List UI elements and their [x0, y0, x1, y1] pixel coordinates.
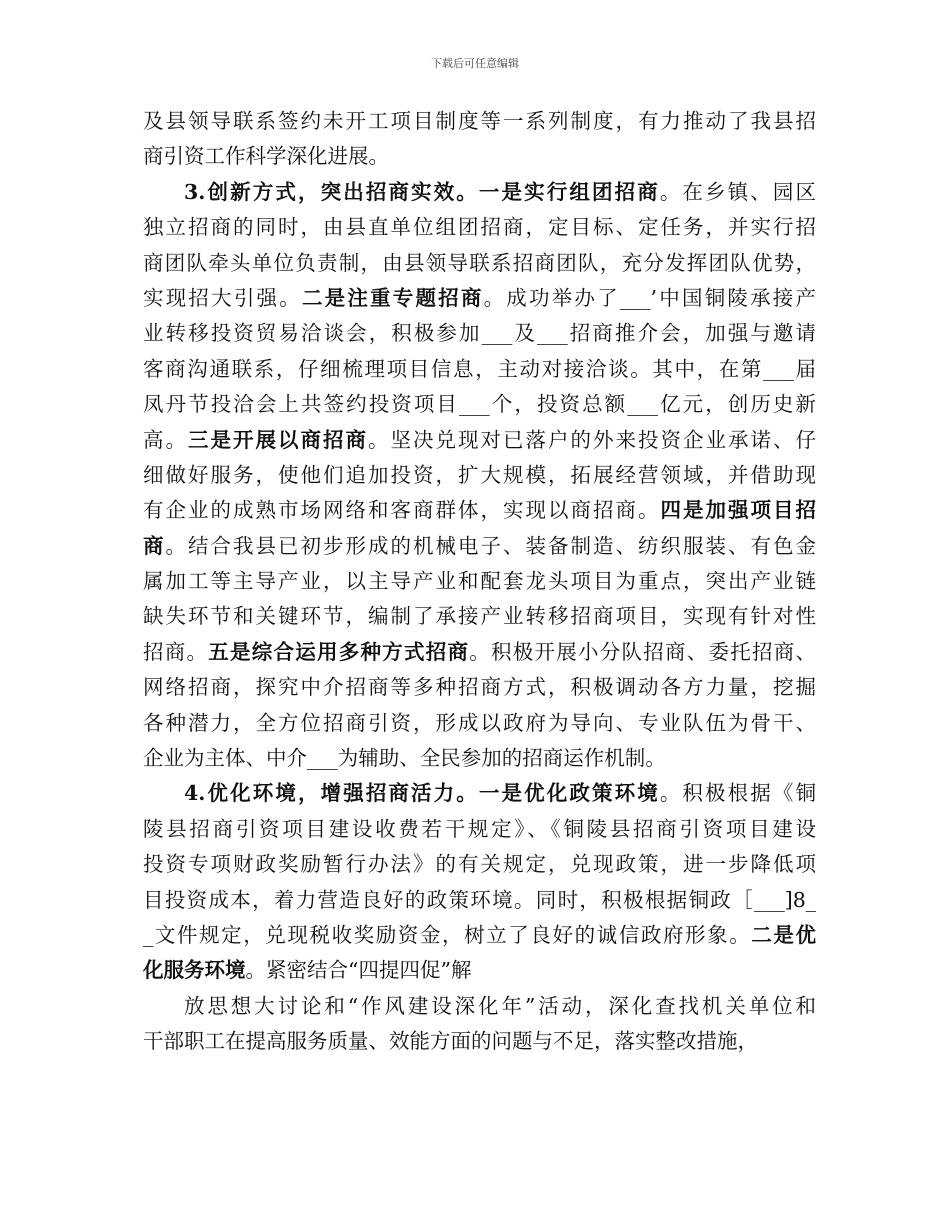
bold-text-run: 二是注重专题招商	[301, 285, 484, 310]
paragraph	[143, 104, 816, 175]
bold-text-run: 化服务环境	[143, 958, 246, 983]
text-line	[143, 281, 816, 316]
text-line	[143, 139, 816, 174]
bold-text-run: 4.优化环境，增强招商活力。	[184, 781, 479, 806]
text-run: 企业为主体、中介___为辅助、全民参加的招商运作机制。	[143, 746, 666, 771]
text-line	[143, 175, 816, 210]
text-run: 。积极根据《铜	[659, 781, 816, 806]
text-run: 实现招大引强。	[143, 285, 302, 310]
document-body	[143, 104, 816, 1060]
text-run: 高。	[143, 427, 188, 452]
text-line	[143, 423, 816, 458]
text-run: 陵县招商引资项目建设收费若干规定》、《铜陵县招商引资项目建设	[143, 816, 816, 841]
text-run: 。在乡镇、园区	[659, 179, 816, 204]
text-run: 细做好服务，使他们追加投资，扩大规模，拓展经营领域，并借助现	[143, 462, 816, 487]
text-run: 目投资成本，着力营造良好的政策环境。同时，积极根据铜政［___]8_	[143, 887, 816, 912]
text-line	[143, 104, 816, 139]
text-line	[143, 706, 816, 741]
text-run: 放思想大讨论和“作风建设深化年”活动，深化查找机关单位和	[184, 993, 816, 1018]
text-line	[143, 352, 816, 387]
text-line	[143, 246, 816, 281]
text-line	[143, 883, 816, 918]
bold-text-run: 商	[143, 533, 166, 558]
text-run: 有企业的成熟市场网络和客商群体，实现以商招商。	[143, 498, 661, 523]
text-run: 。紧密结合“四提四促”解	[245, 958, 472, 983]
text-run: 。成功举办了___’中国铜陵承接产	[483, 285, 817, 310]
text-line	[143, 670, 816, 705]
bold-text-run: 二是优	[751, 922, 817, 947]
page-header-note: 下载后可任意编辑	[431, 57, 519, 70]
text-run: 网络招商，探究中介招商等多种招商方式，积极调动各方力量，挖掘	[143, 675, 816, 700]
text-line	[143, 953, 816, 988]
text-line	[143, 741, 816, 776]
bold-text-run: 三是开展以商招商	[188, 427, 368, 452]
text-run: 属加工等主导产业，以主导产业和配套龙头项目为重点，突出产业链	[143, 569, 816, 594]
text-run: 。结合我县已初步形成的机械电子、装备制造、纺织服装、有色金	[165, 533, 816, 558]
text-run: 独立招商的同时，由县直单位组团招商，定目标、定任务，并实行招	[143, 215, 816, 240]
text-line	[143, 564, 816, 599]
text-line	[143, 210, 816, 245]
bold-text-run: 一是优化政策环境	[478, 781, 660, 806]
text-line	[143, 635, 816, 670]
text-line	[143, 918, 816, 953]
bold-text-run: 一是实行组团招商	[478, 179, 660, 204]
text-line	[143, 493, 816, 528]
text-run: 业转移投资贸易洽谈会，积极参加___及___招商推介会，加强与邀请	[143, 321, 816, 346]
text-run: 缺失环节和关键环节，编制了承接产业转移招商项目，实现有针对性	[143, 604, 816, 629]
text-run: 干部职工在提高服务质量、效能方面的问题与不足，落实整改措施，	[143, 1029, 758, 1054]
paragraph	[143, 175, 816, 777]
text-run: 。坚决兑现对已落户的外来投资企业承诺、仔	[368, 427, 816, 452]
text-run: _文件规定，兑现税收奖励资金，树立了良好的诚信政府形象。	[143, 922, 752, 947]
text-line	[143, 776, 816, 811]
text-run: 客商沟通联系，仔细梳理项目信息，主动对接洽谈。其中，在第___届	[143, 356, 816, 381]
text-run: 及县领导联系签约未开工项目制度等一系列制度，有力推动了我县招	[143, 109, 816, 133]
text-line	[143, 458, 816, 493]
bold-text-run: 四是加强项目招	[660, 498, 816, 523]
bold-text-run: 3.创新方式，突出招商实效。	[184, 179, 479, 204]
text-line	[143, 387, 816, 422]
text-line	[143, 316, 816, 351]
text-line	[143, 529, 816, 564]
text-line	[143, 599, 816, 634]
text-run: 投资专项财政奖励暂行办法》的有关规定，兑现政策，进一步降低项	[143, 852, 816, 877]
text-run: 各种潜力，全方位招商引资，形成以政府为导向、专业队伍为骨干、	[143, 710, 816, 735]
text-line	[143, 1024, 816, 1059]
text-run: 商引资工作科学深化进展。	[143, 144, 389, 169]
bold-text-run: 五是综合运用多种方式招商	[208, 639, 470, 664]
text-run: 凤丹节投洽会上共签约投资项目___个，投资总额___亿元，创历史新	[143, 392, 816, 417]
text-line	[143, 847, 816, 882]
text-run: 商团队牵头单位负责制，由县领导联系招商团队，充分发挥团队优势，	[143, 250, 816, 275]
text-run: 。积极开展小分队招商、委托招商、	[469, 639, 816, 664]
text-run: 招商。	[143, 639, 209, 664]
text-line	[143, 812, 816, 847]
paragraph	[143, 776, 816, 988]
text-line	[143, 989, 816, 1024]
paragraph	[143, 989, 816, 1060]
